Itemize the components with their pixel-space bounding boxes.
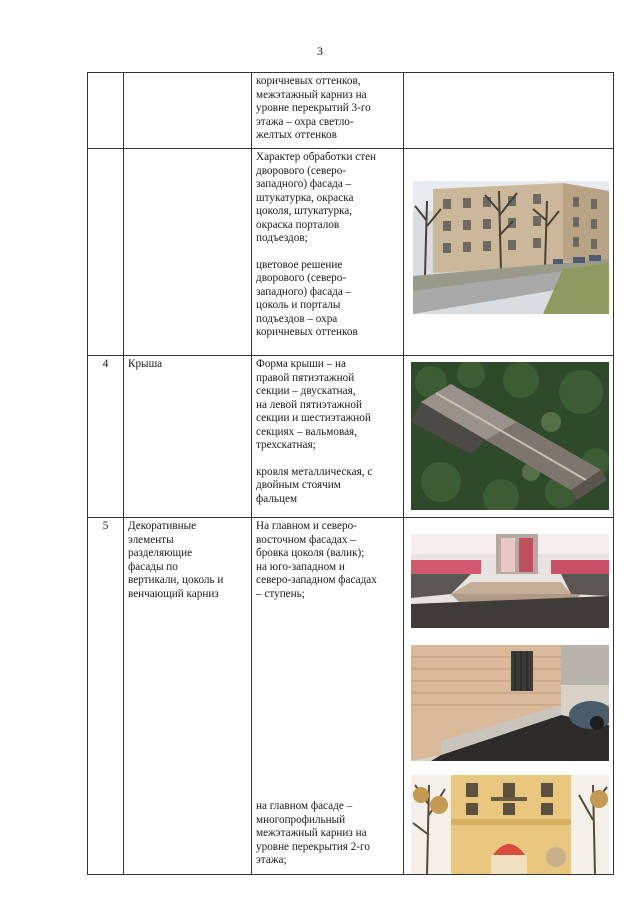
plinth-step-photo <box>411 645 609 761</box>
element-description: коричневых оттенков, межэтажный карниз на уровне перекрытий 3-го этажа – охра светло- желтых оттенков <box>252 73 404 149</box>
element-name: Декоративные элементы разделяющие фасады по вертикали, цоколь и венчающий карниз <box>124 518 252 875</box>
photo-cell <box>404 356 614 518</box>
row-number <box>88 73 124 149</box>
row-number: 4 <box>88 356 124 518</box>
roof-aerial-photo <box>411 362 609 510</box>
main-facade-cornice-photo <box>411 775 609 875</box>
element-name: Крыша <box>124 356 252 518</box>
element-name <box>124 73 252 149</box>
element-description: На главном и северо- восточном фасадах – бровка цоколя (валик); на юго-западном и северо-западном фасадах – ступень; на главном фасаде – многопрофильный межэтажный карниз на уровне перекрытия 2-го этажа; <box>252 518 404 875</box>
table-row <box>88 518 614 875</box>
table-row <box>88 356 614 518</box>
row-number <box>88 149 124 356</box>
plinth-ledge-photo <box>411 534 609 628</box>
table-row <box>88 73 614 149</box>
element-description: Форма крыши – на правой пятиэтажной секции – двускатная, на левой пятиэтажной секции и шестиэтажной секциях – вальмовая, трехскатная; кровля металлическая, с двойным стоячим фальцем <box>252 356 404 518</box>
photo-cell <box>404 73 614 149</box>
photo-cell <box>404 518 614 875</box>
table-row <box>88 149 614 356</box>
facade-elements-table <box>87 72 614 875</box>
photo-cell <box>404 149 614 356</box>
row-number: 5 <box>88 518 124 875</box>
element-name <box>124 149 252 356</box>
courtyard-facade-photo <box>413 181 609 314</box>
page-number: 3 <box>317 44 323 58</box>
element-description: Характер обработки стен дворового (северо- западного) фасада – штукатурка, окраска цоколя, штукатурка, окраска порталов подъездов; цветовое решение дворового (северо- западного) фасада – цоколь и порталы подъездов – охра коричневых оттенков <box>252 149 404 356</box>
